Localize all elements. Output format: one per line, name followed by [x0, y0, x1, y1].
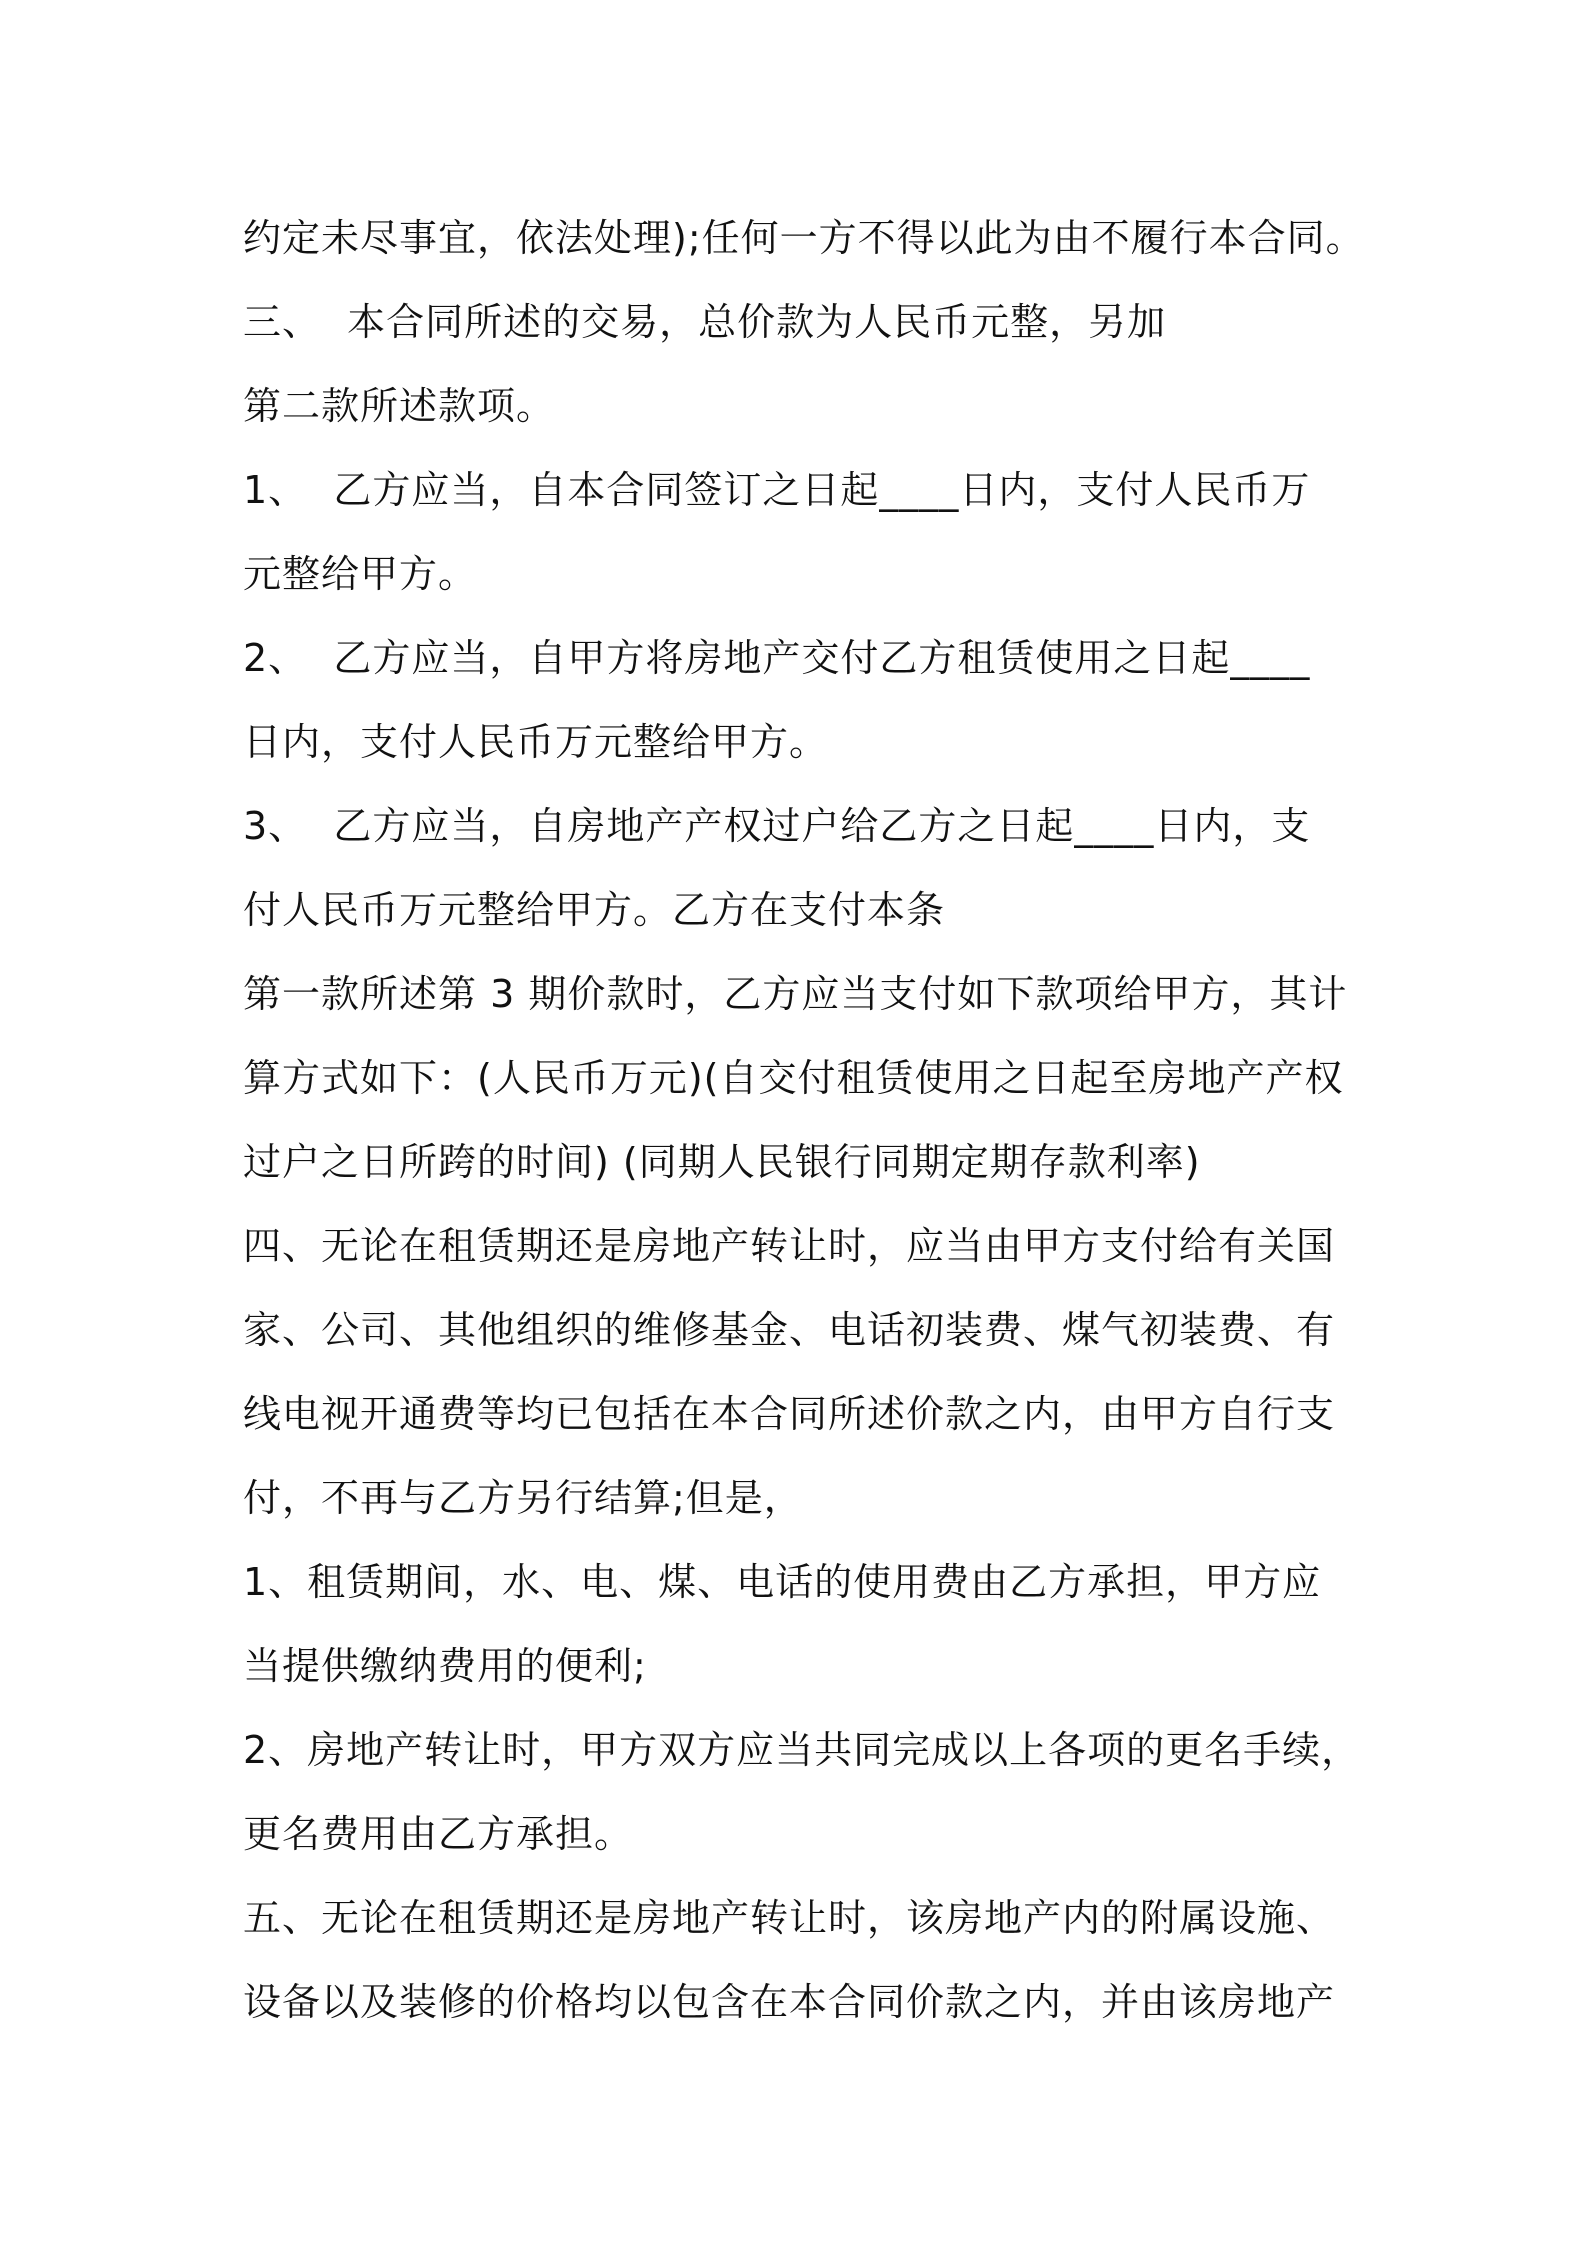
text-line: 家、公司、其他组织的维修基金、电话初装费、煤气初装费、有	[243, 1308, 1336, 1352]
text-line: 四、无论在租赁期还是房地产转让时，应当由甲方支付给有关国	[243, 1224, 1336, 1268]
text-line: 2、房地产转让时，甲方双方应当共同完成以上各项的更名手续，	[243, 1728, 1361, 1772]
text-line: 更名费用由乙方承担。	[243, 1812, 634, 1856]
document-body	[243, 196, 1363, 2044]
text-line: 付人民币万元整给甲方。乙方在支付本条	[243, 888, 946, 932]
text-line: 日内，支付人民币万元整给甲方。	[243, 720, 829, 764]
text-line: 约定未尽事宜，依法处理);任何一方不得以此为由不履行本合同。	[243, 216, 1365, 260]
text-line: 过户之日所跨的时间) (同期人民银行同期定期存款利率)	[243, 1140, 1201, 1184]
text-line: 第二款所述款项。	[243, 384, 556, 428]
text-line: 1、 乙方应当，自本合同签订之日起____日内，支付人民币万	[243, 468, 1311, 512]
text-line: 3、 乙方应当，自房地产产权过户给乙方之日起____日内，支	[243, 804, 1311, 848]
text-line: 线电视开通费等均已包括在本合同所述价款之内，由甲方自行支	[243, 1392, 1336, 1436]
text-line: 2、 乙方应当，自甲方将房地产交付乙方租赁使用之日起____	[243, 636, 1311, 680]
text-line: 第一款所述第 3 期价款时，乙方应当支付如下款项给甲方，其计	[243, 972, 1348, 1016]
text-line: 设备以及装修的价格均以包含在本合同价款之内，并由该房地产	[243, 1980, 1336, 2024]
text-line: 元整给甲方。	[243, 552, 478, 596]
text-line: 1、租赁期间，水、电、煤、电话的使用费由乙方承担，甲方应	[243, 1560, 1322, 1604]
text-line: 五、无论在租赁期还是房地产转让时，该房地产内的附属设施、	[243, 1896, 1336, 1940]
text-line: 付，不再与乙方另行结算;但是，	[243, 1476, 803, 1520]
text-line: 当提供缴纳费用的便利;	[243, 1644, 647, 1688]
text-line: 三、 本合同所述的交易，总价款为人民币元整，另加	[243, 300, 1167, 344]
text-line: 算方式如下：(人民币万元)(自交付租赁使用之日起至房地产产权	[243, 1056, 1344, 1100]
